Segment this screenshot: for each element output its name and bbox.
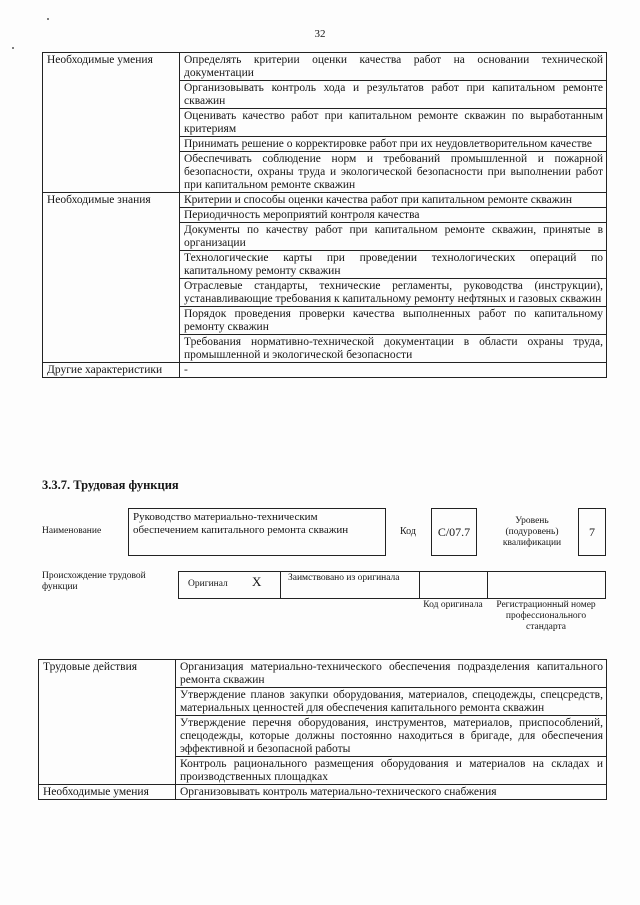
code-original-label: Код оригинала xyxy=(423,600,483,610)
row-item: Утверждение перечня оборудования, инструментов, материалов, приспособлений, спецодежды, которые должны постоянно находиться в бригаде, для обеспечения эффективной и безопасной работы xyxy=(176,716,607,757)
row-item: Определять критерии оценки качества работ на основании технической документации xyxy=(180,53,607,81)
row-item: Документы по качеству работ при капитальном ремонте скважин, принятые в организации xyxy=(180,223,607,251)
row-item: Критерии и способы оценки качества работ при капитальном ремонте скважин xyxy=(180,193,607,208)
labor-actions-table xyxy=(38,659,607,800)
table-row xyxy=(43,363,607,378)
scan-speck xyxy=(47,18,49,20)
row-item: Принимать решение о корректировке работ при их неудовлетворительном качестве xyxy=(180,137,607,152)
code-value-box: C/07.7 xyxy=(431,508,477,556)
row-item: Технологические карты при проведении технологических операций по капитальному ремонту скважин xyxy=(180,251,607,279)
row-item: Организовывать контроль хода и результатов работ при капитальном ремонте скважин xyxy=(180,81,607,109)
qualification-level-label: Уровень (подуровень) квалификации xyxy=(502,516,562,548)
row-category: Необходимые знания xyxy=(43,193,180,363)
row-item: Контроль рационального размещения оборудования и материалов на складах и производственных площадках xyxy=(176,757,607,785)
row-item: Порядок проведения проверки качества выполненных работ по капитальному ремонту скважин xyxy=(180,307,607,335)
row-item: Периодичность мероприятий контроля качества xyxy=(180,208,607,223)
origin-label: Происхождение трудовой функции xyxy=(42,571,146,592)
qualification-level-box: 7 xyxy=(578,508,606,556)
registration-number-label: Регистрационный номер профессионального стандарта xyxy=(496,600,596,632)
table-row xyxy=(43,53,607,81)
row-category: Необходимые умения xyxy=(43,53,180,193)
name-label: Наименование xyxy=(42,526,102,536)
row-category: Другие характеристики xyxy=(43,363,180,378)
table-row xyxy=(39,660,607,688)
borrowed-label: Заимствовано из оригинала xyxy=(288,573,400,583)
function-name-box: Руководство материально-техническим обеспечением капитального ремонта скважин xyxy=(128,508,386,556)
row-item: Утверждение планов закупки оборудования, материалов, спецодежды, спецсредств, материальных ценностей для обеспечения капитального ремонта скважин xyxy=(176,688,607,716)
scan-speck xyxy=(12,47,14,49)
row-item: - xyxy=(180,363,607,378)
section-heading: 3.3.7. Трудовая функция xyxy=(42,478,179,492)
row-category: Трудовые действия xyxy=(39,660,176,785)
row-item: Требования нормативно-технической документации в области охраны труда, промышленной и экологической безопасности xyxy=(180,335,607,363)
row-item: Обеспечивать соблюдение норм и требований промышленной и пожарной безопасности, охраны труда и экологической безопасности при выполнении работ при капитальном ремонте скважин xyxy=(180,152,607,193)
row-item: Отраслевые стандарты, технические регламенты, руководства (инструкции), устанавливающие требования к капитальному ремонту нефтяных и газовых скважин xyxy=(180,279,607,307)
row-item: Организация материально-технического обеспечения подразделения капитального ремонта скважин xyxy=(176,660,607,688)
row-category: Необходимые умения xyxy=(39,785,176,800)
code-label: Код xyxy=(400,526,416,537)
original-mark: X xyxy=(252,574,262,589)
page-number: 32 xyxy=(314,28,326,40)
table-row xyxy=(39,785,607,800)
original-label: Оригинал xyxy=(188,579,228,589)
skills-knowledge-table xyxy=(42,52,607,378)
row-item: Оценивать качество работ при капитальном ремонте скважин по выработанным критериям xyxy=(180,109,607,137)
table-row xyxy=(43,193,607,208)
row-item: Организовывать контроль материально-технического снабжения xyxy=(176,785,607,800)
